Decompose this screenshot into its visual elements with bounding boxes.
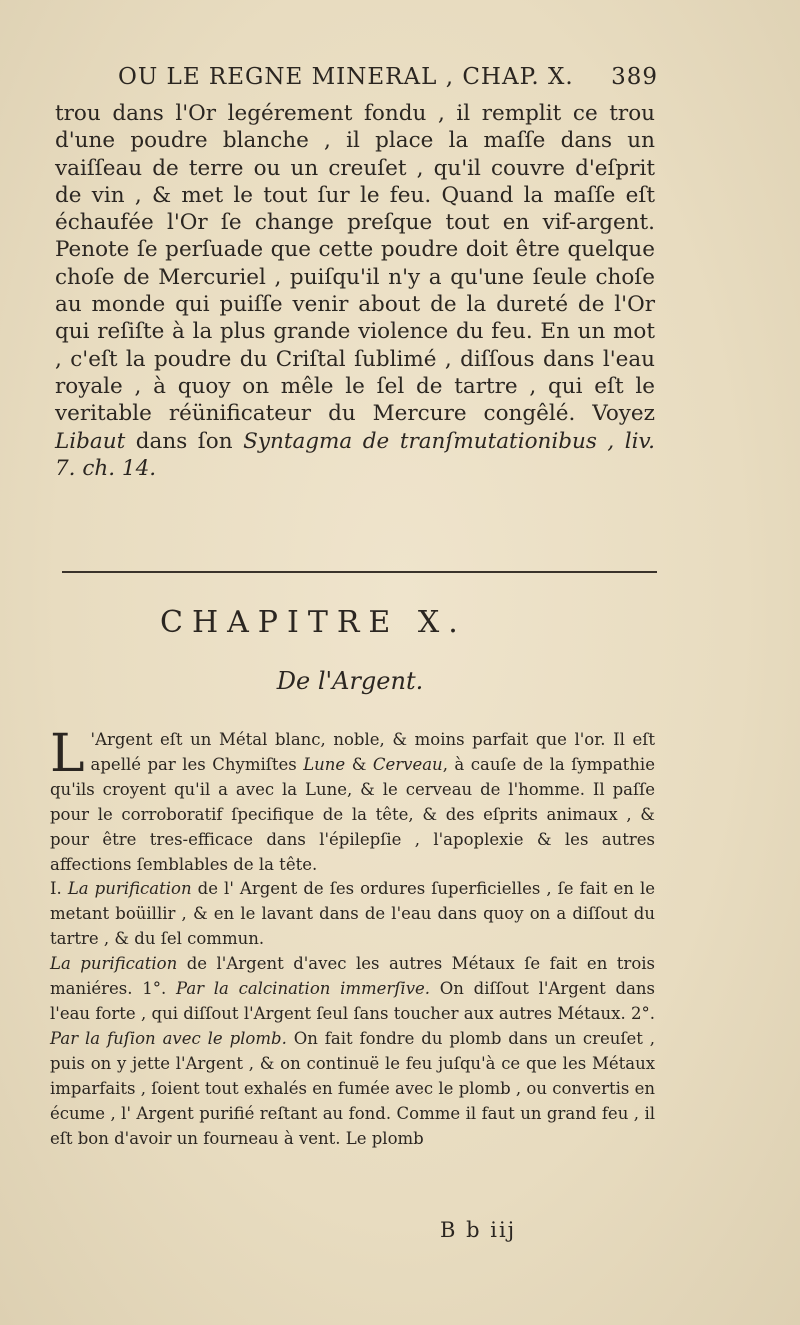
chapter-subtitle: De l'Argent. xyxy=(276,667,424,695)
paragraph-text: trou dans l'Or legérement fondu , il remplit ce trou d'une poudre blanche , il place la maſſe dans un vaiſſeau de terre ou un creuſet , qu'il couvre d'eſprit de vin , & met le tout ſur le feu. Quand la maſſe eſt échaufée l'Or ſe change preſque tout en vif-argent. Penote ſe perſuade que cette poudre doit être quelque choſe de Mercuriel , puiſqu'il n'y a qu'une ſeule choſe au monde qui puiſſe venir about de la dureté de l'Or qui reſiſte à la plus grande violence du feu. En un mot , c'eſt la poudre du Criſtal ſublimé , diſſous dans l'eau royale , à quoy on mêle le ſel de tartre , qui eſt le veritable réünificateur du Mercure congêlé. Voyez xyxy=(55,101,655,427)
paragraph-text: dans ſon xyxy=(135,428,233,454)
drop-cap: L xyxy=(50,724,85,784)
paragraph-purification-2: La purification de l'Argent d'avec les autres Métaux ſe fait en trois maniéres. 1°. Par la calcination immerſive. On diſſout l'Argent dans l'eau forte , qui diſſout l'Argent ſeul ſans toucher aux autres Métaux. 2°. Par la fuſion avec le plomb. On fait fondre du plomb dans un creuſet , puis on y jette l'Argent , & on continuë le feu juſqu'à ce que les Métaux imparfaits , ſoient tout exhalés en fumée avec le plomb , ou convertis en écume , l' Argent purifié reſtant au fond. Comme il faut un grand feu , il eſt bon d'avoir un fourneau à vent. Le plomb xyxy=(50,954,656,1148)
continued-paragraph xyxy=(55,100,655,482)
author-name: Libaut xyxy=(55,428,126,454)
chapter-heading: CHAPITRE X. xyxy=(160,605,467,640)
paragraph-number: I. xyxy=(50,879,62,899)
running-title: OU LE REGNE MINERAL , CHAP. X. xyxy=(118,64,574,90)
section-divider xyxy=(62,571,657,573)
work-citation: Syntagma de tranſmutationibus , liv. 7. ch. 14. xyxy=(55,428,655,481)
signature-mark: B b iij xyxy=(440,1218,517,1242)
paragraph-intro: L 'Argent eſt un Métal blanc, noble, & moins parfait que l'or. Il eſt apellé par les Chymiſtes Lune & Cerveau, à cauſe de la ſympathie qu'ils croyent qu'il a avec la Lune, & le cerveau de l'homme. Il paſſe pour le corroboratif ſpecifique de la tête, & des eſprits animaux , & pour être tres-efficace dans l'épilepſie , l'apoplexie & les autres affections ſemblables de la tête. xyxy=(50,724,655,874)
chapter-body xyxy=(50,724,656,1151)
paragraph-purification-1: I. La purification de l' Argent de ſes ordures ſuperficielles , ſe fait en le metant boüillir , & en le lavant dans de l'eau dans quoy on a diſſout du tartre , & du ſel commun. xyxy=(50,879,655,949)
page-number: 389 xyxy=(611,64,658,90)
running-header xyxy=(118,64,658,90)
